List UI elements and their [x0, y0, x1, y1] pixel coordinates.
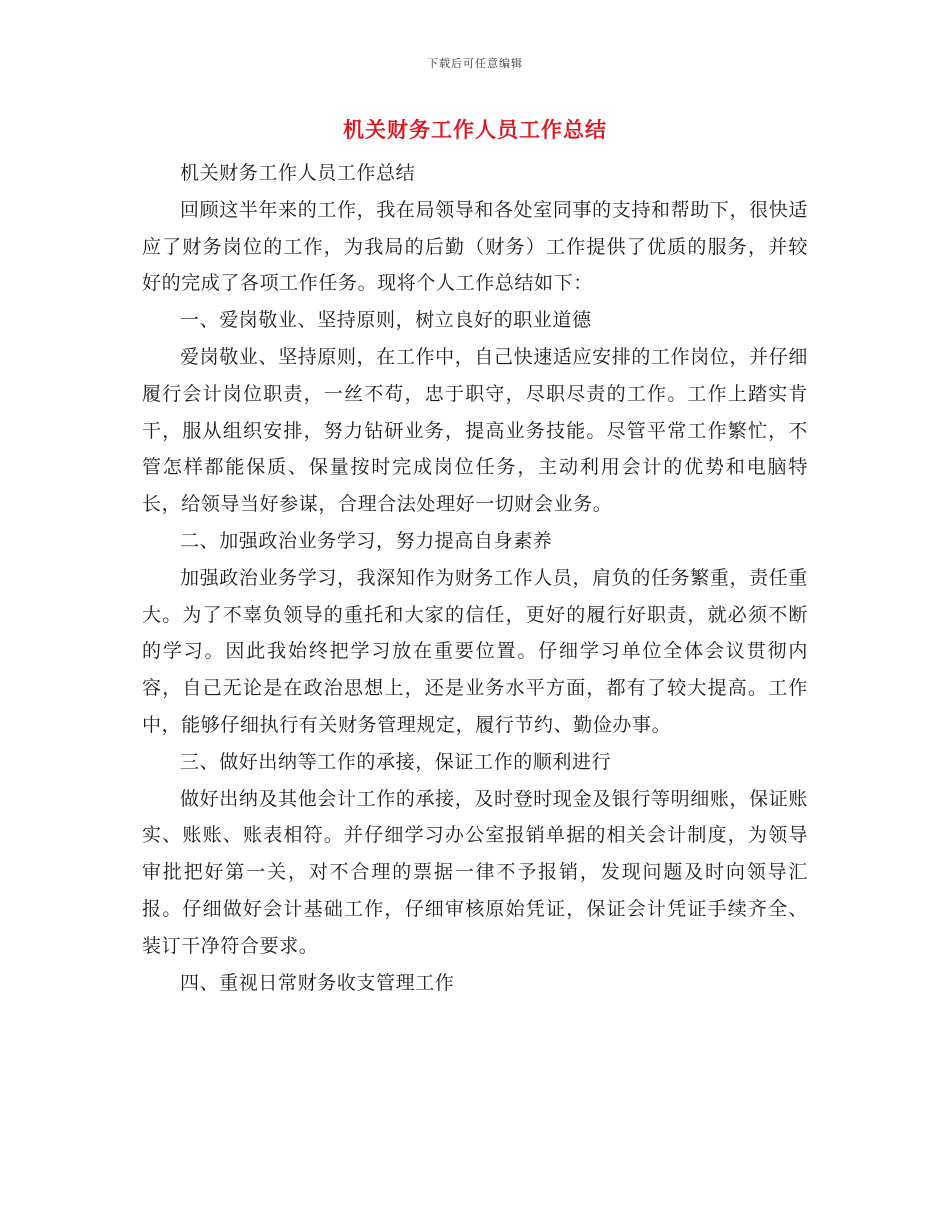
paragraph-section-1: 爱岗敬业、坚持原则，在工作中，自己快速适应安排的工作岗位，并仔细履行会计岗位职责，一丝不苟，忠于职守，尽职尽责的工作。工作上踏实肯干，服从组织安排，努力钻研业务，提高业务技能。尽管平常工作繁忙，不管怎样都能保质、保量按时完成岗位任务，主动利用会计的优势和电脑特长，给领导当好参谋，合理合法处理好一切财会业务。	[142, 345, 808, 516]
document-title: 机关财务工作人员工作总结	[343, 118, 607, 142]
section-heading-4: 四、重视日常财务收支管理工作	[180, 971, 455, 994]
paragraph-section-3: 做好出纳及其他会计工作的承接，及时登时现金及银行等明细账，保证账实、账账、账表相符。并仔细学习办公室报销单据的相关会计制度，为领导审批把好第一关，对不合理的票据一律不予报销，发现问题及时向领导汇报。仔细做好会计基础工作，仔细审核原始凭证，保证会计凭证手续齐全、装订干净符合要求。	[142, 787, 808, 957]
paragraph-section-2: 加强政治业务学习，我深知作为财务工作人员，肩负的任务繁重，责任重大。为了不辜负领导的重托和大家的信任，更好的履行好职责，就必须不断的学习。因此我始终把学习放在重要位置。仔细学习单位全体会议贯彻内容，自己无论是在政治思想上，还是业务水平方面，都有了较大提高。工作中，能够仔细执行有关财务管理规定，履行节约、勤俭办事。	[142, 566, 808, 736]
document-body	[142, 155, 808, 1001]
paragraph-subtitle: 机关财务工作人员工作总结	[180, 162, 416, 184]
paragraph-intro: 回顾这半年来的工作，我在局领导和各处室同事的支持和帮助下，很快适应了财务岗位的工作，为我局的后勤（财务）工作提供了优质的服务，并较好的完成了各项工作任务。现将个人工作总结如下：	[142, 198, 808, 295]
section-heading-3: 三、做好出纳等工作的承接，保证工作的顺利进行	[180, 750, 612, 773]
header-note: 下载后可任意编辑	[427, 57, 523, 70]
section-heading-2: 二、加强政治业务学习，努力提高自身素养	[180, 529, 553, 552]
section-heading-1: 一、爱岗敬业、坚持原则，树立良好的职业道德	[180, 309, 592, 332]
